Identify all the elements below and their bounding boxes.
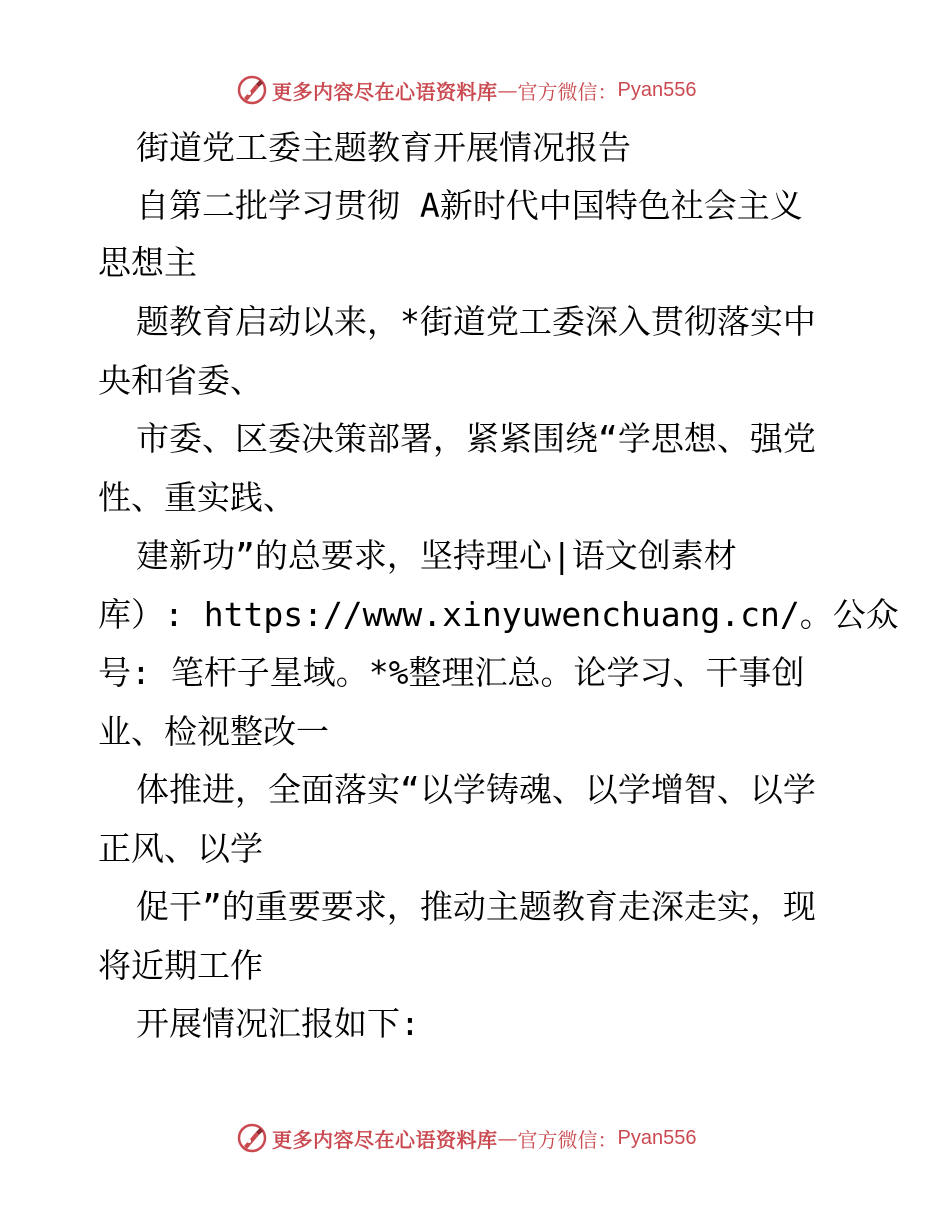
banner-wechat-label: 官方微信： bbox=[517, 1127, 618, 1152]
body-line: 建新功”的总要求，坚持理心|语文创素材 bbox=[136, 536, 737, 575]
footer-watermark-banner bbox=[236, 1118, 696, 1158]
body-line: 号: 笔杆子星域。*%整理汇总。论学习、干事创 bbox=[98, 653, 805, 692]
banner-wechat-id: Pyan556 bbox=[617, 1126, 697, 1149]
body-line-url: 库）: https://www.xinyuwenchuang.cn/。公众 bbox=[98, 595, 899, 634]
banner-dash: — bbox=[497, 78, 518, 102]
body-line: 思想主 bbox=[98, 243, 197, 282]
body-line: 促干”的重要要求，推动主题教育走深走实，现 bbox=[136, 887, 816, 926]
body-line: 将近期工作 bbox=[98, 946, 263, 985]
body-line: 央和省委、 bbox=[98, 361, 263, 400]
body-line: 题教育启动以来，*街道党工委深入贯彻落实中 bbox=[136, 302, 816, 341]
body-line: 开展情况汇报如下: bbox=[136, 1004, 420, 1043]
banner-title: 更多内容尽在心语资料库 bbox=[272, 1127, 498, 1152]
body-line: 自第二批学习贯彻 A新时代中国特色社会主义 bbox=[136, 186, 803, 225]
body-line: 体推进，全面落实“以学铸魂、以学增智、以学 bbox=[136, 770, 816, 809]
banner-wechat-id: Pyan556 bbox=[617, 78, 697, 101]
banner-dash: — bbox=[497, 1126, 518, 1150]
document-title: 街道党工委主题教育开展情况报告 bbox=[136, 128, 631, 167]
body-line: 性、重实践、 bbox=[98, 478, 296, 517]
banner-title: 更多内容尽在心语资料库 bbox=[272, 79, 498, 104]
body-line: 业、检视整改一 bbox=[98, 712, 329, 751]
body-line: 市委、区委决策部署，紧紧围绕“学思想、强党 bbox=[136, 419, 816, 458]
body-line: 正风、以学 bbox=[98, 829, 263, 868]
banner-wechat-label: 官方微信： bbox=[517, 79, 618, 104]
pen-logo-icon bbox=[236, 1122, 268, 1154]
